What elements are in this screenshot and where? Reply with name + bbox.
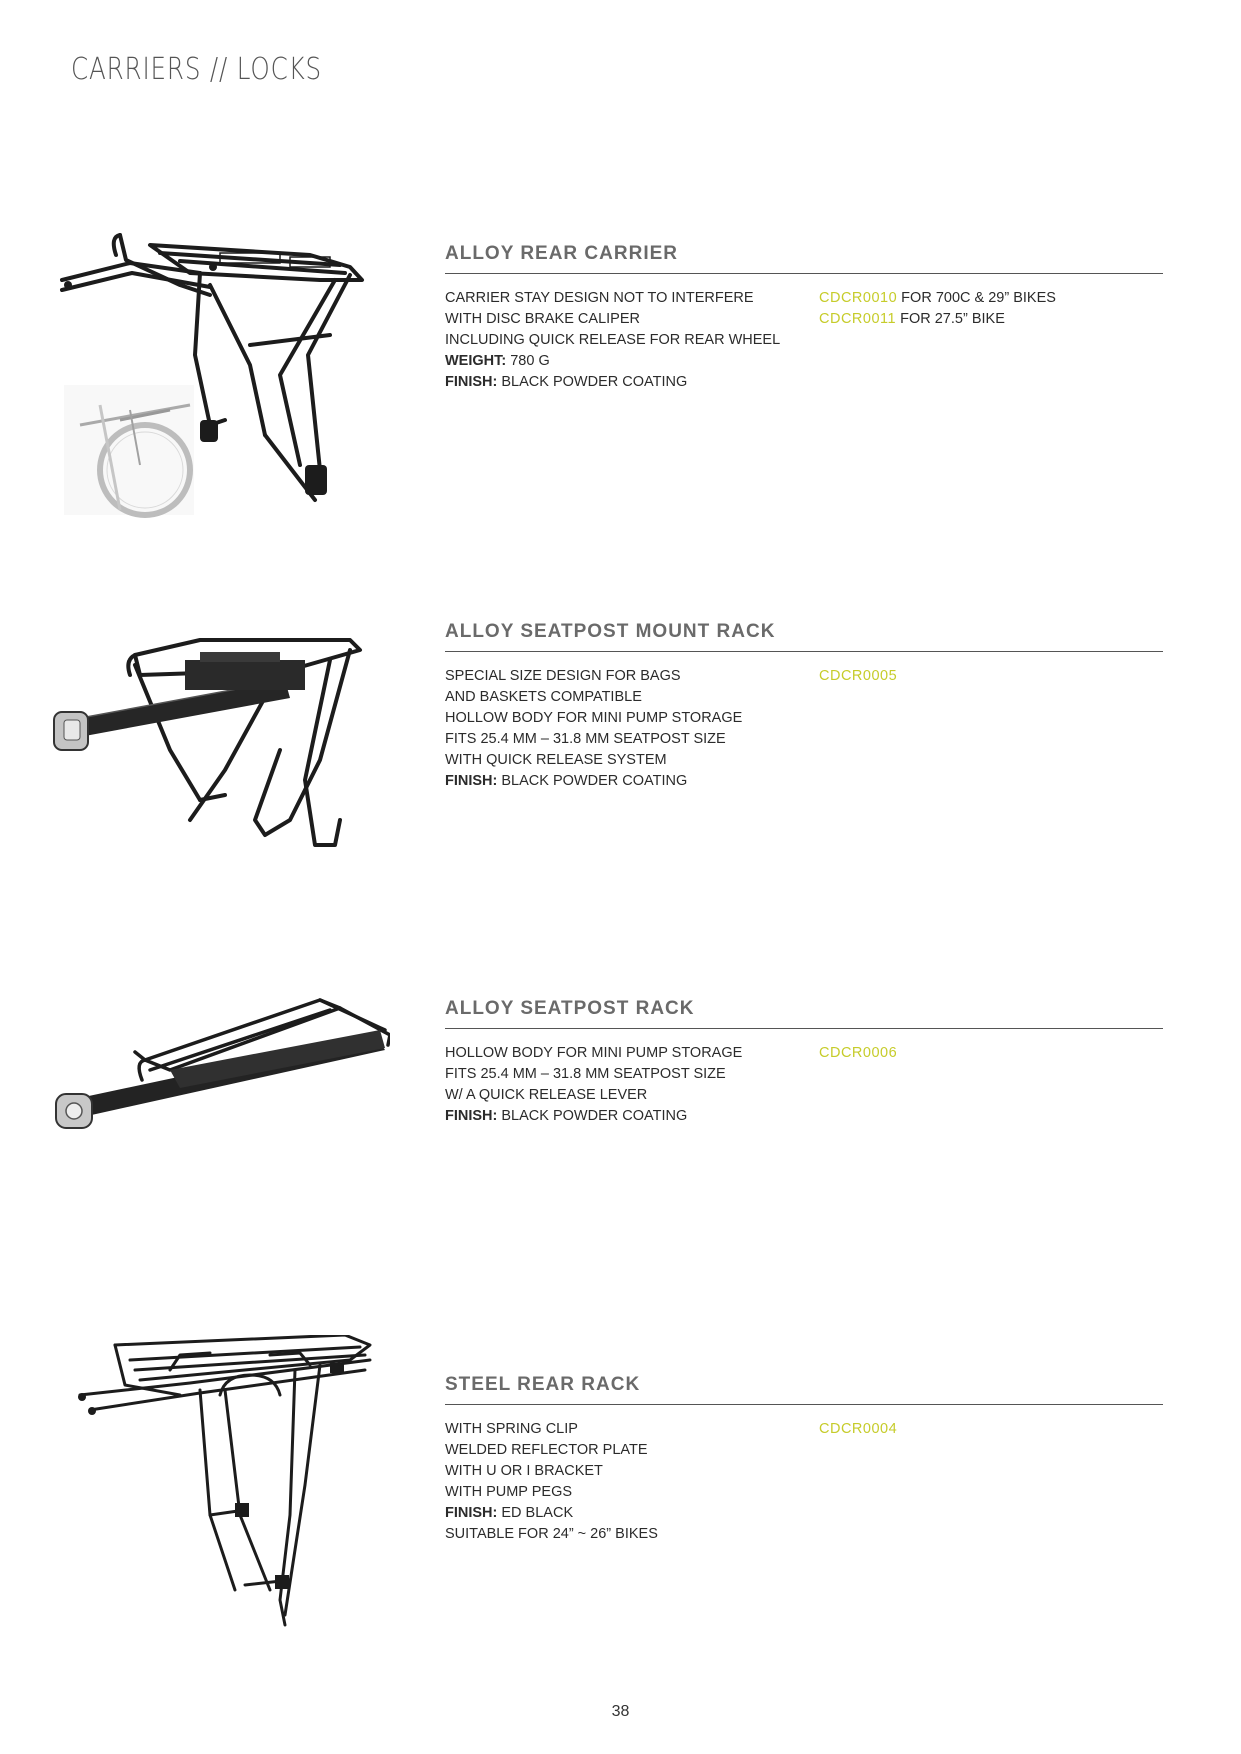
product-codes bbox=[819, 1043, 1163, 1127]
product-codes bbox=[819, 288, 1163, 393]
product-code-line: CDCR0004 bbox=[819, 1421, 898, 1437]
page-number: 38 bbox=[611, 1703, 630, 1720]
feature-line: CARRIER STAY DESIGN NOT TO INTERFERE bbox=[445, 290, 754, 306]
steel-rear-rack-image bbox=[50, 1335, 390, 1635]
feature-line: FINISH: BLACK POWDER COATING bbox=[445, 374, 688, 390]
bike-inset-photo bbox=[64, 385, 194, 515]
product-title: STEEL REAR RACK bbox=[445, 1374, 1163, 1405]
feature-line: WITH U OR I BRACKET bbox=[445, 1463, 603, 1479]
product-codes bbox=[819, 1419, 1163, 1545]
feature-line: SUITABLE FOR 24” ~ 26” BIKES bbox=[445, 1526, 658, 1542]
product-title: ALLOY SEATPOST MOUNT RACK bbox=[445, 621, 1163, 652]
product-info bbox=[445, 243, 1163, 393]
product-code-line: CDCR0010 FOR 700C & 29” BIKES bbox=[819, 290, 1056, 306]
product-code-line: CDCR0005 bbox=[819, 668, 898, 684]
product-code-line: CDCR0011 FOR 27.5” BIKE bbox=[819, 311, 1005, 327]
feature-line: FINISH: BLACK POWDER COATING bbox=[445, 1108, 688, 1124]
page-header: CARRIERS // LOCKS bbox=[71, 52, 322, 87]
feature-list bbox=[445, 1043, 819, 1127]
feature-line: FITS 25.4 MM – 31.8 MM SEATPOST SIZE bbox=[445, 1066, 726, 1082]
feature-line: WITH DISC BRAKE CALIPER bbox=[445, 311, 640, 327]
product-code-line: CDCR0006 bbox=[819, 1045, 898, 1061]
feature-line: WEIGHT: 780 G bbox=[445, 353, 550, 369]
product-title: ALLOY REAR CARRIER bbox=[445, 243, 1163, 274]
feature-line: FITS 25.4 MM – 31.8 MM SEATPOST SIZE bbox=[445, 731, 726, 747]
alloy-rear-carrier-image bbox=[50, 225, 380, 525]
product-title: ALLOY SEATPOST RACK bbox=[445, 998, 1163, 1029]
feature-line: HOLLOW BODY FOR MINI PUMP STORAGE bbox=[445, 710, 743, 726]
feature-list bbox=[445, 1419, 819, 1545]
seatpost-clamp bbox=[54, 712, 88, 750]
feature-line: WITH PUMP PEGS bbox=[445, 1484, 573, 1500]
feature-line: AND BASKETS COMPATIBLE bbox=[445, 689, 642, 705]
alloy-seatpost-mount-rack-image bbox=[50, 620, 370, 860]
seatpost-clamp bbox=[56, 1094, 92, 1128]
feature-line: HOLLOW BODY FOR MINI PUMP STORAGE bbox=[445, 1045, 743, 1061]
feature-line: WELDED REFLECTOR PLATE bbox=[445, 1442, 648, 1458]
feature-line: SPECIAL SIZE DESIGN FOR BAGS bbox=[445, 668, 681, 684]
feature-line: INCLUDING QUICK RELEASE FOR REAR WHEEL bbox=[445, 332, 781, 348]
feature-line: WITH SPRING CLIP bbox=[445, 1421, 578, 1437]
alloy-seatpost-rack-image bbox=[50, 990, 390, 1170]
product-codes bbox=[819, 666, 1163, 792]
feature-list bbox=[445, 288, 819, 393]
feature-line: FINISH: BLACK POWDER COATING bbox=[445, 773, 688, 789]
product-info bbox=[445, 621, 1163, 792]
feature-line: W/ A QUICK RELEASE LEVER bbox=[445, 1087, 648, 1103]
feature-line: FINISH: ED BLACK bbox=[445, 1505, 574, 1521]
feature-line: WITH QUICK RELEASE SYSTEM bbox=[445, 752, 667, 768]
product-info bbox=[445, 1374, 1163, 1545]
feature-list bbox=[445, 666, 819, 792]
product-info bbox=[445, 998, 1163, 1127]
